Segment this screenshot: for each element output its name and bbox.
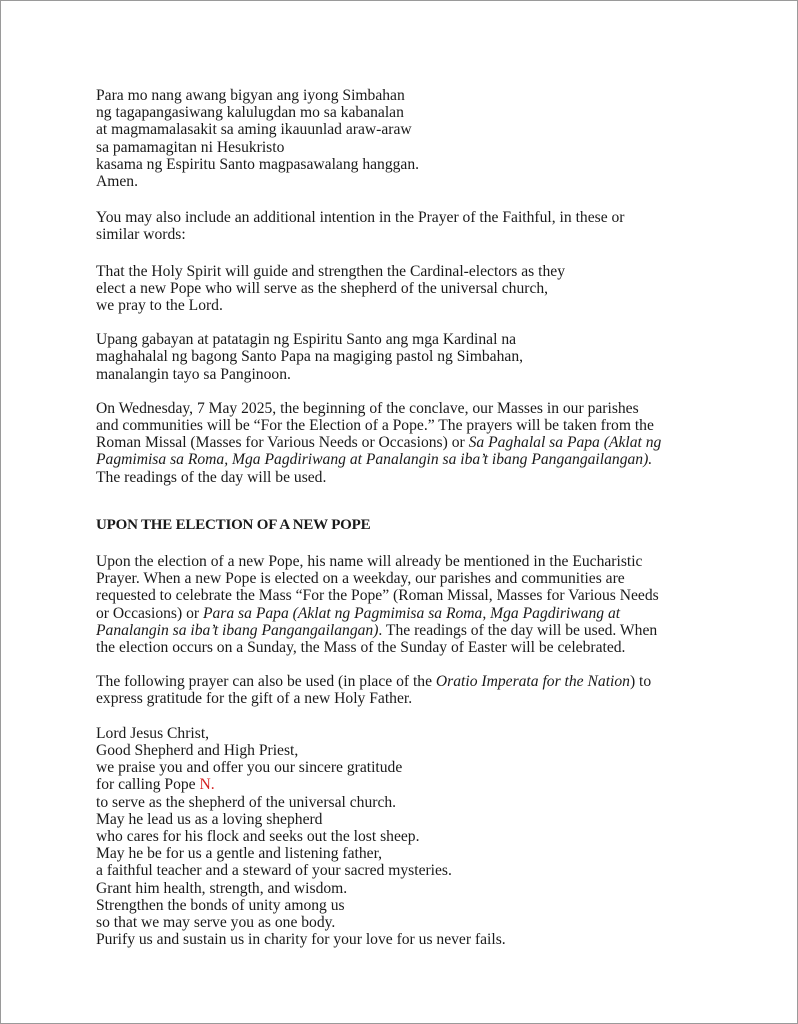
tagalog-prayer-line: Amen.: [96, 173, 139, 191]
conclave-paragraph: [96, 400, 706, 486]
paragraph-line: the election occurs on a Sunday, the Mass of the Sunday of Easter will be celebrated.: [96, 639, 626, 657]
book-title-italic: Pagmimisa sa Roma, Mga Pagdiriwang at Panalangin sa iba’t ibang Pangangailangan).: [96, 451, 653, 469]
paragraph-line: On Wednesday, 7 May 2025, the beginning of the conclave, our Masses in our parishes: [96, 399, 639, 417]
intention-line: elect a new Pope who will serve as the shepherd of the universal church,: [96, 279, 549, 297]
intention-english: [96, 263, 706, 315]
paragraph-line: requested to celebrate the Mass “For the Pope” (Roman Missal, Masses for Various Needs: [96, 587, 659, 605]
prayer-line: Purify us and sustain us in charity for your love for us never fails.: [96, 931, 506, 949]
intention-tagalog: [96, 331, 706, 383]
paragraph-text: The following prayer can also be used (in place of the: [96, 673, 436, 691]
prayer-line: a faithful teacher and a steward of your sacred mysteries.: [96, 862, 452, 880]
paragraph-line: Upon the election of a new Pope, his name will already be mentioned in the Eucharistic: [96, 553, 643, 571]
prayer-line: [96, 776, 706, 793]
prayer-line: Good Shepherd and High Priest,: [96, 741, 299, 759]
gratitude-intro-paragraph: [96, 673, 706, 707]
tagalog-prayer-line: Para mo nang awang bigyan ang iyong Simbahan: [96, 87, 405, 104]
intention-line: Upang gabayan at patatagin ng Espiritu Santo ang mga Kardinal na: [96, 331, 517, 349]
gratitude-prayer: [96, 725, 706, 949]
book-title-italic: Sa Paghalal sa Papa (Aklat ng: [468, 434, 662, 452]
prayer-text: for calling Pope: [96, 776, 200, 794]
prayer-line: Grant him health, strength, and wisdom.: [96, 879, 348, 897]
pope-name-placeholder: N.: [199, 776, 215, 794]
paragraph-line: [96, 605, 706, 622]
tagalog-prayer-line: kasama ng Espiritu Santo magpasawalang hanggan.: [96, 155, 420, 173]
paragraph-line: express gratitude for the gift of a new Holy Father.: [96, 690, 413, 708]
prayer-line: so that we may serve you as one body.: [96, 913, 336, 931]
election-paragraph: [96, 553, 706, 656]
paragraph-text: ) to: [629, 673, 652, 691]
intention-line: That the Holy Spirit will guide and strengthen the Cardinal-electors as they: [96, 262, 565, 280]
paragraph-text: . The readings of the day will be used. When: [378, 621, 658, 639]
prayer-line: to serve as the shepherd of the universal church.: [96, 793, 397, 811]
prayer-line: we praise you and offer you our sincere gratitude: [96, 759, 403, 777]
prayer-line: May he be for us a gentle and listening father,: [96, 845, 383, 863]
section-heading: UPON THE ELECTION OF A NEW POPE: [96, 516, 371, 533]
tagalog-prayer-line: sa pamamagitan ni Hesukristo: [96, 138, 285, 156]
document-body: [96, 87, 706, 948]
paragraph-line: Prayer. When a new Pope is elected on a weekday, our parishes and communities are: [96, 570, 625, 588]
paragraph-line: [96, 622, 706, 639]
prayer-line: Lord Jesus Christ,: [96, 724, 210, 742]
tagalog-prayer-line: ng tagapangasiwang kalulugdan mo sa kabanalan: [96, 104, 404, 122]
book-title-italic: Para sa Papa (Aklat ng Pagmimisa sa Roma, Mga Pagdiriwang at: [202, 604, 621, 622]
intention-intro-paragraph: [96, 209, 706, 243]
intention-line: manalangin tayo sa Panginoon.: [96, 365, 291, 383]
paragraph-line: You may also include an additional intention in the Prayer of the Faithful, in these or: [96, 209, 625, 227]
paragraph-line: The readings of the day will be used.: [96, 468, 327, 486]
paragraph-text: or Occasions) or: [96, 604, 203, 622]
intention-line: we pray to the Lord.: [96, 297, 223, 315]
tagalog-prayer: [96, 87, 706, 190]
prayer-line: who cares for his flock and seeks out the lost sheep.: [96, 827, 420, 845]
paragraph-line: similar words:: [96, 226, 186, 244]
tagalog-prayer-line: at magmamalasakit sa aming ikauunlad araw-araw: [96, 121, 412, 139]
prayer-title-italic: Oratio Imperata for the Nation: [435, 673, 630, 691]
paragraph-line: [96, 451, 706, 468]
paragraph-line: [96, 434, 706, 451]
paragraph-line: [96, 673, 706, 690]
paragraph-line: and communities will be “For the Election of a Pope.” The prayers will be taken from the: [96, 417, 654, 435]
prayer-line: May he lead us as a loving shepherd: [96, 810, 323, 828]
paragraph-text: Roman Missal (Masses for Various Needs or Occasions) or: [96, 434, 469, 452]
book-title-italic: Panalangin sa iba’t ibang Pangangailangan): [96, 621, 379, 639]
prayer-line: Strengthen the bonds of unity among us: [96, 896, 345, 914]
intention-line: maghahalal ng bagong Santo Papa na magiging pastol ng Simbahan,: [96, 348, 524, 366]
